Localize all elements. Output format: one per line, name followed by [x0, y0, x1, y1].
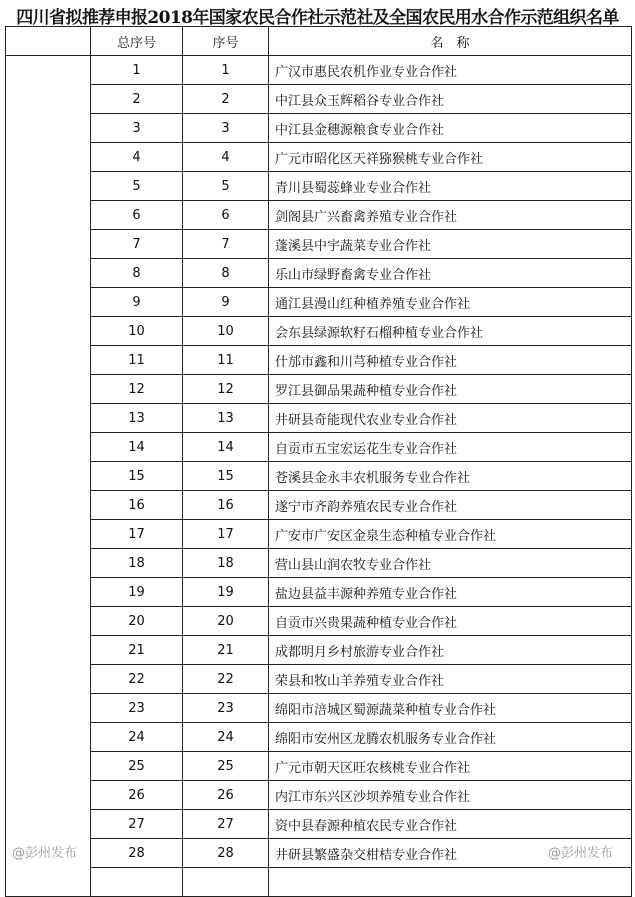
no-cell: 2: [183, 85, 269, 114]
table-row: [6, 404, 632, 433]
no-cell: 14: [183, 433, 269, 462]
name-cell: 会东县绿源软籽石榴种植专业合作社: [269, 317, 632, 346]
name-cell: 内江市东兴区沙坝养殖专业合作社: [269, 781, 632, 810]
total-no-cell: 12: [91, 375, 183, 404]
no-cell: 1: [183, 56, 269, 85]
table-row: [6, 346, 632, 375]
name-cell: 广元市昭化区天祥猕猴桃专业合作社: [269, 143, 632, 172]
total-no-cell: 27: [91, 810, 183, 839]
total-no-cell: 11: [91, 346, 183, 375]
no-cell: 13: [183, 404, 269, 433]
table-row: [6, 694, 632, 723]
name-cell: 青川县蜀蕊蜂业专业合作社: [269, 172, 632, 201]
table-row: [6, 723, 632, 752]
table-row: [6, 317, 632, 346]
table-row: [6, 56, 632, 85]
table-row: [6, 433, 632, 462]
name-cell: 通江县漫山红种植养殖专业合作社: [269, 288, 632, 317]
name-cell: 广安市广安区金泉生态种植专业合作社: [269, 520, 632, 549]
table-row: [6, 259, 632, 288]
total-no-cell: 18: [91, 549, 183, 578]
document-title: 四川省拟推荐申报2018年国家农民合作社示范社及全国农民用水合作示范组织名单: [16, 8, 619, 28]
name-header: 名 称: [269, 27, 632, 56]
name-cell: 广汉市惠民农机作业专业合作社: [269, 56, 632, 85]
total-no-cell: 10: [91, 317, 183, 346]
name-cell: 荣县和牧山羊养殖专业合作社: [269, 665, 632, 694]
total-no-cell: 20: [91, 607, 183, 636]
no-cell: 16: [183, 491, 269, 520]
table-row: [6, 839, 632, 868]
no-cell: 15: [183, 462, 269, 491]
category-header: [6, 27, 91, 56]
table-row: [6, 578, 632, 607]
weibo-watermark: @彭州发布: [548, 846, 614, 861]
table-row: [6, 665, 632, 694]
no-cell: 18: [183, 549, 269, 578]
total-no-cell: 22: [91, 665, 183, 694]
name-cell: 剑阁县广兴畜禽养殖专业合作社: [269, 201, 632, 230]
total-no-cell: 9: [91, 288, 183, 317]
table-row: [6, 288, 632, 317]
table-row: [6, 810, 632, 839]
name-cell: 绵阳市涪城区蜀源蔬菜种植专业合作社: [269, 694, 632, 723]
table-row: [6, 114, 632, 143]
total-no-cell: 8: [91, 259, 183, 288]
name-cell: 罗江县御品果蔬种植专业合作社: [269, 375, 632, 404]
table-row: [6, 85, 632, 114]
name-cell: 自贡市五宝宏运花生专业合作社: [269, 433, 632, 462]
table-row: [6, 636, 632, 665]
total-no-cell: 5: [91, 172, 183, 201]
table-row: [6, 172, 632, 201]
name-cell: 遂宁市齐韵养殖农民专业合作社: [269, 491, 632, 520]
no-cell: 19: [183, 578, 269, 607]
name-cell: 资中县春源种植农民专业合作社: [269, 810, 632, 839]
table-row: [6, 143, 632, 172]
total-no-cell: 3: [91, 114, 183, 143]
table-row: [6, 230, 632, 259]
table-row: [6, 752, 632, 781]
name-cell: 绵阳市安州区龙腾农机服务专业合作社: [269, 723, 632, 752]
name-cell: 广元市朝天区旺农核桃专业合作社: [269, 752, 632, 781]
no-cell: 6: [183, 201, 269, 230]
no-cell: 8: [183, 259, 269, 288]
table-row: [6, 491, 632, 520]
table-row: [6, 375, 632, 404]
no-cell: 20: [183, 607, 269, 636]
name-cell: 成都明月乡村旅游专业合作社: [269, 636, 632, 665]
no-cell: 17: [183, 520, 269, 549]
no-cell: 25: [183, 752, 269, 781]
total-no-cell: 19: [91, 578, 183, 607]
table-row: [6, 201, 632, 230]
total-no-cell: 26: [91, 781, 183, 810]
name-cell: 盐边县益丰源种养殖专业合作社: [269, 578, 632, 607]
category-cell: [6, 56, 91, 897]
name-cell: 井研县奇能现代农业专业合作社: [269, 404, 632, 433]
name-cell: 井研县繁盛杂交柑桔专业合作社: [269, 839, 632, 868]
no-cell: 10: [183, 317, 269, 346]
name-cell: 中江县金穗源粮食专业合作社: [269, 114, 632, 143]
table-row: [6, 781, 632, 810]
table-row: [6, 607, 632, 636]
name-cell: 营山县山润农牧专业合作社: [269, 549, 632, 578]
total-no-cell: 21: [91, 636, 183, 665]
total-no-cell: 1: [91, 56, 183, 85]
no-header: 序号: [183, 27, 269, 56]
no-cell: 3: [183, 114, 269, 143]
no-cell: 24: [183, 723, 269, 752]
total-no-header: 总序号: [91, 27, 183, 56]
no-cell: 12: [183, 375, 269, 404]
name-cell: 苍溪县金永丰农机服务专业合作社: [269, 462, 632, 491]
table-row: [6, 462, 632, 491]
no-cell: 23: [183, 694, 269, 723]
total-no-cell: 14: [91, 433, 183, 462]
no-cell: 5: [183, 172, 269, 201]
total-no-cell: 6: [91, 201, 183, 230]
no-cell: 9: [183, 288, 269, 317]
total-no-cell: 7: [91, 230, 183, 259]
table-header-row: [6, 27, 632, 56]
name-cell: 蓬溪县中宇蔬菜专业合作社: [269, 230, 632, 259]
total-no-cell: 15: [91, 462, 183, 491]
no-cell: 28: [183, 839, 269, 868]
table-row: [6, 520, 632, 549]
total-no-cell: 4: [91, 143, 183, 172]
no-cell: 21: [183, 636, 269, 665]
name-cell: 乐山市绿野畜禽专业合作社: [269, 259, 632, 288]
no-cell: 22: [183, 665, 269, 694]
total-no-cell: 25: [91, 752, 183, 781]
total-no-cell: 28: [91, 839, 183, 868]
total-no-cell: 13: [91, 404, 183, 433]
name-cell: 自贡市兴贵果蔬种植专业合作社: [269, 607, 632, 636]
total-no-cell: 16: [91, 491, 183, 520]
no-cell: 27: [183, 810, 269, 839]
table-row: [6, 549, 632, 578]
no-cell: 7: [183, 230, 269, 259]
total-no-cell: 23: [91, 694, 183, 723]
cooperative-list-table: [5, 26, 632, 897]
name-cell: 中江县众玉辉稻谷专业合作社: [269, 85, 632, 114]
no-cell: 26: [183, 781, 269, 810]
name-cell: 什邡市鑫和川芎种植专业合作社: [269, 346, 632, 375]
total-no-cell: 24: [91, 723, 183, 752]
no-cell: 4: [183, 143, 269, 172]
total-no-cell: 17: [91, 520, 183, 549]
weibo-watermark: @彭州发布: [12, 846, 78, 861]
no-cell: 11: [183, 346, 269, 375]
total-no-cell: 2: [91, 85, 183, 114]
